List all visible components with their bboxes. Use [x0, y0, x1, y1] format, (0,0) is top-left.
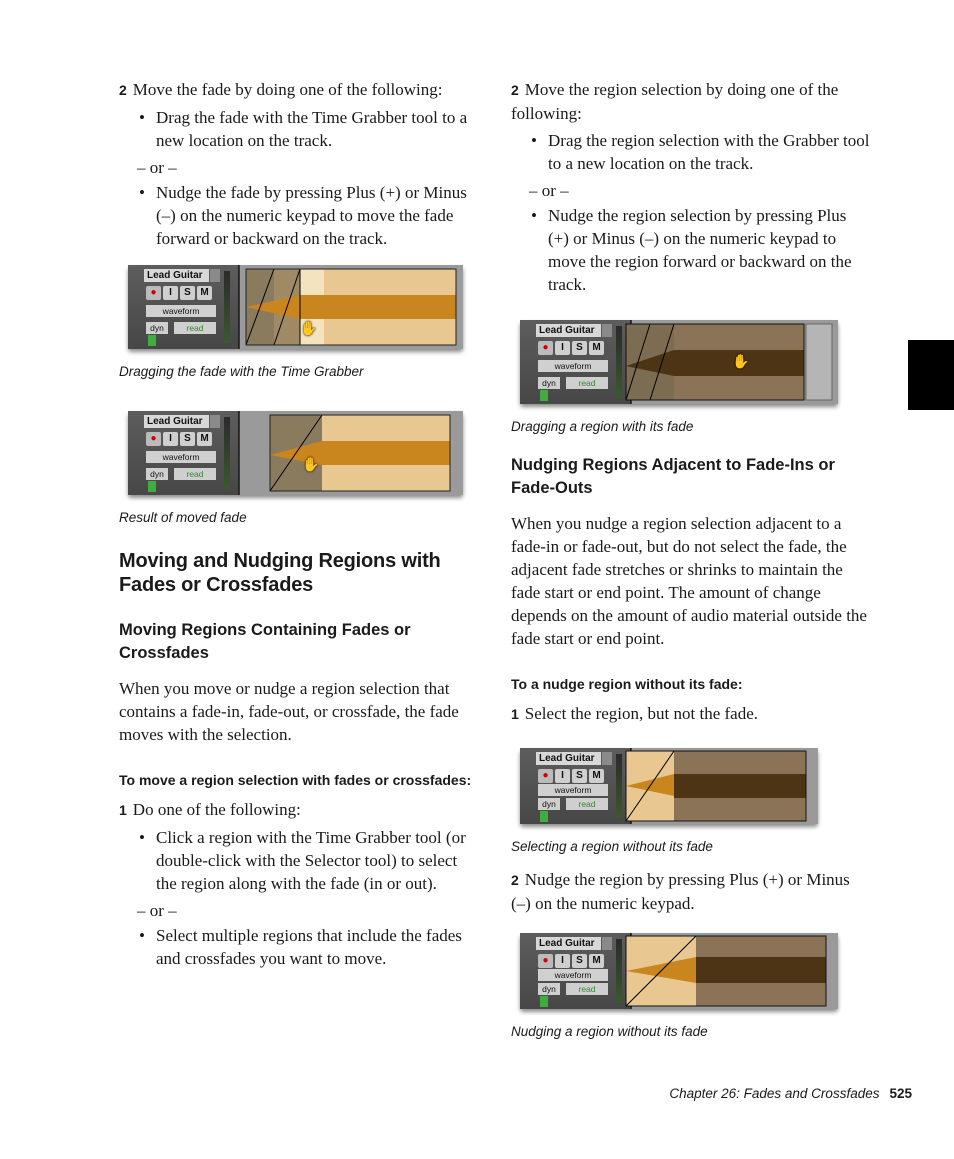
chapter-thumb-tab — [908, 340, 954, 410]
step-1 — [119, 798, 479, 822]
dyn-selector: dyn — [538, 798, 560, 810]
record-button: ● — [146, 432, 161, 446]
step-number: 2 — [119, 82, 127, 98]
input-button: I — [555, 341, 570, 355]
figure-caption: Selecting a region without its fade — [511, 839, 713, 854]
track-view-selector: waveform — [538, 360, 608, 372]
automation-mode-selector: read — [174, 468, 216, 480]
subsection-heading: Moving Regions Containing Fades or Crossfades — [119, 621, 411, 662]
automation-mode-selector: read — [566, 377, 608, 389]
step-text: Select the region, but not the fade. — [524, 704, 758, 723]
step-2 — [511, 78, 871, 125]
intro-paragraph: When you move or nudge a region selection that contains a fade-in, fade-out, or crossfade, the fade moves with the selection. — [119, 679, 459, 744]
track-screenshot-dragging-fade — [128, 265, 463, 349]
mute-button: M — [197, 432, 212, 446]
or-separator: – or – — [137, 158, 177, 177]
step-2 — [119, 78, 479, 102]
grabber-hand-icon: ✋ — [732, 355, 750, 370]
record-button: ● — [538, 341, 553, 355]
dyn-selector: dyn — [538, 377, 560, 389]
track-name: Lead Guitar — [144, 269, 209, 282]
step-text: Move the region selection by doing one of the following: — [511, 80, 839, 123]
page-footer — [669, 1086, 912, 1101]
chapter-title: Chapter 26: Fades and Crossfades — [669, 1086, 880, 1101]
mute-button: M — [589, 954, 604, 968]
waveform-graphic — [520, 933, 838, 1009]
input-button: I — [555, 954, 570, 968]
track-name: Lead Guitar — [536, 324, 601, 337]
figure-caption: Nudging a region without its fade — [511, 1024, 708, 1039]
record-button: ● — [538, 769, 553, 783]
solo-button: S — [572, 341, 587, 355]
body-paragraph: When you nudge a region selection adjacent to a fade-in or fade-out, but do not select the fade, the adjacent fade stretches or shrinks to maintain the fade start or end point. The amount of change depends on the amount of audio material outside the fade start or end point. — [511, 514, 867, 648]
solo-button: S — [180, 432, 195, 446]
bullet-nudge-fade: • Nudge the fade by pressing Plus (+) or Minus (–) on the numeric keypad to move the fade forward or backward on the track. — [119, 181, 479, 250]
input-button: I — [555, 769, 570, 783]
track-name: Lead Guitar — [536, 752, 601, 765]
section-heading: Moving and Nudging Regions with Fades or Crossfades — [119, 550, 441, 596]
bullet-nudge-region: • Nudge the region selection by pressing Plus (+) or Minus (–) on the numeric keypad to move the region forward or backward on the track. — [511, 204, 871, 296]
step-number: 2 — [511, 82, 519, 98]
step-1 — [511, 702, 871, 726]
automation-mode-selector: read — [174, 322, 216, 334]
procedure-heading: To a nudge region without its fade: — [511, 676, 743, 692]
grabber-hand-icon: ✋ — [302, 458, 320, 473]
step-text: Do one of the following: — [132, 800, 301, 819]
dyn-selector: dyn — [146, 468, 168, 480]
record-button: ● — [146, 286, 161, 300]
or-separator: – or – — [529, 181, 569, 200]
automation-mode-selector: read — [566, 798, 608, 810]
bullet-select-multiple: • Select multiple regions that include the fades and crossfades you want to move. — [119, 924, 479, 970]
or-separator: – or – — [137, 901, 177, 920]
waveform-graphic — [128, 265, 463, 349]
solo-button: S — [572, 769, 587, 783]
right-column — [511, 78, 871, 1041]
procedure-heading: To move a region selection with fades or crossfades: — [119, 772, 472, 788]
track-screenshot-dragging-region — [520, 320, 838, 404]
track-name: Lead Guitar — [144, 415, 209, 428]
track-view-selector: waveform — [538, 784, 608, 796]
mute-button: M — [589, 341, 604, 355]
step-text: Move the fade by doing one of the following: — [132, 80, 443, 99]
record-button: ● — [538, 954, 553, 968]
track-screenshot-selecting-region — [520, 748, 818, 824]
waveform-graphic — [520, 748, 818, 824]
step-text: Nudge the region by pressing Plus (+) or Minus (–) on the numeric keypad. — [511, 870, 850, 913]
solo-button: S — [572, 954, 587, 968]
track-screenshot-moved-fade — [128, 411, 463, 495]
page-number: 525 — [889, 1086, 912, 1101]
bullet-drag-fade: • Drag the fade with the Time Grabber tool to a new location on the track. — [119, 106, 479, 152]
step-number: 1 — [511, 706, 519, 722]
figure-caption: Dragging a region with its fade — [511, 419, 694, 434]
step-2-nudge — [511, 868, 871, 915]
waveform-graphic — [128, 411, 463, 495]
track-screenshot-nudging-region — [520, 933, 838, 1009]
track-view-selector: waveform — [538, 969, 608, 981]
subsection-heading: Nudging Regions Adjacent to Fade-Ins or Fade-Outs — [511, 456, 835, 497]
track-view-selector: waveform — [146, 451, 216, 463]
mute-button: M — [589, 769, 604, 783]
track-name: Lead Guitar — [536, 937, 601, 950]
input-button: I — [163, 286, 178, 300]
left-column — [119, 78, 479, 974]
track-view-selector: waveform — [146, 305, 216, 317]
input-button: I — [163, 432, 178, 446]
bullet-click-region: • Click a region with the Time Grabber tool (or double-click with the Selector tool) to select the region along with the fade (in or out). — [119, 826, 479, 895]
bullet-drag-region: • Drag the region selection with the Grabber tool to a new location on the track. — [511, 129, 871, 175]
dyn-selector: dyn — [538, 983, 560, 995]
waveform-graphic — [520, 320, 838, 404]
grabber-hand-icon: ✋ — [300, 322, 318, 337]
step-number: 2 — [511, 872, 519, 888]
automation-mode-selector: read — [566, 983, 608, 995]
step-number: 1 — [119, 802, 127, 818]
figure-caption: Result of moved fade — [119, 510, 247, 525]
figure-caption: Dragging the fade with the Time Grabber — [119, 364, 364, 379]
dyn-selector: dyn — [146, 322, 168, 334]
solo-button: S — [180, 286, 195, 300]
mute-button: M — [197, 286, 212, 300]
